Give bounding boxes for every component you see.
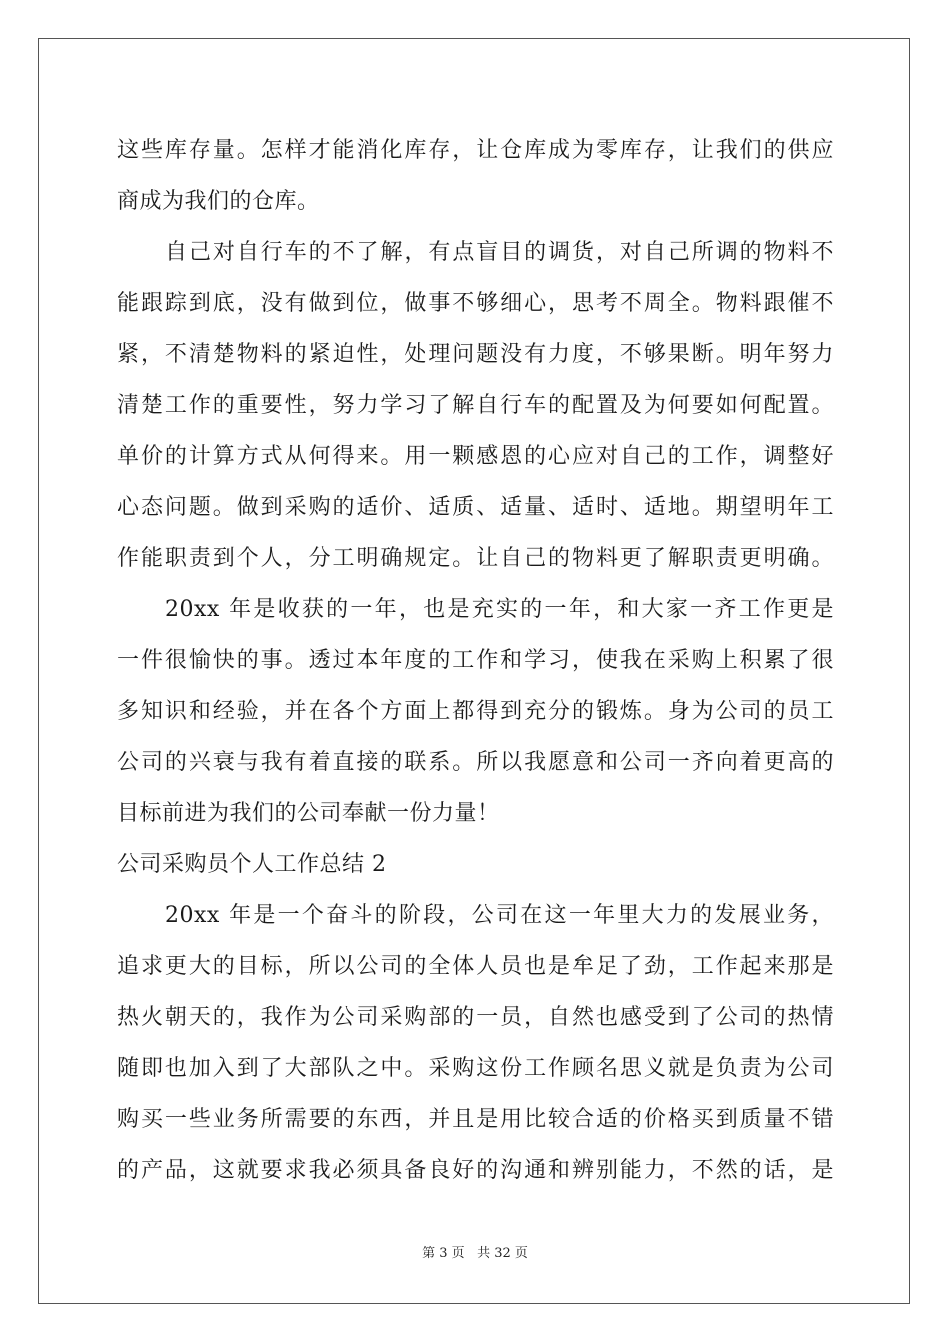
text-line: 多知识和经验，并在各个方面上都得到充分的锻炼。身为公司的员工	[117, 699, 834, 724]
text-line: 购买一些业务所需要的东西，并且是用比较合适的价格买到质量不错	[117, 1107, 834, 1132]
document-body	[117, 128, 834, 1199]
page-footer	[0, 1244, 950, 1264]
text-line: 能跟踪到底，没有做到位，做事不够细心，思考不周全。物料跟催不	[117, 291, 834, 316]
text-line: 紧，不清楚物料的紧迫性，处理问题没有力度，不够果断。明年努力	[117, 342, 834, 367]
text-line: 单价的计算方式从何得来。用一颗感恩的心应对自己的工作，调整好	[117, 444, 834, 469]
text-line: 一件很愉快的事。透过本年度的工作和学习，使我在采购上积累了很	[117, 648, 834, 673]
current-page-number: 第 3 页	[422, 1246, 465, 1261]
text-line: 追求更大的目标，所以公司的全体人员也是牟足了劲，工作起来那是	[117, 954, 834, 979]
text-line: 商成为我们的仓库。	[117, 189, 320, 214]
text-line: 作能职责到个人，分工明确规定。让自己的物料更了解职责更明确。	[117, 546, 834, 571]
text-line: 心态问题。做到采购的适价、适质、适量、适时、适地。期望明年工	[117, 495, 834, 520]
text-line: 热火朝天的，我作为公司采购部的一员，自然也感受到了公司的热情	[117, 1005, 834, 1030]
paragraph-start-line: 自己对自行车的不了解，有点盲目的调货，对自己所调的物料不	[165, 240, 834, 265]
text-line: 这些库存量。怎样才能消化库存，让仓库成为零库存，让我们的供应	[117, 138, 834, 163]
text-line: 的产品，这就要求我必须具备良好的沟通和辨别能力，不然的话，是	[117, 1158, 834, 1183]
paragraph-start-line: 20xx 年是收获的一年，也是充实的一年，和大家一齐工作更是	[165, 597, 834, 622]
text-line: 清楚工作的重要性，努力学习了解自行车的配置及为何要如何配置。	[117, 393, 834, 418]
text-line: 公司的兴衰与我有着直接的联系。所以我愿意和公司一齐向着更高的	[117, 750, 834, 775]
text-line: 随即也加入到了大部队之中。采购这份工作顾名思义就是负责为公司	[117, 1056, 834, 1081]
paragraph-start-line: 20xx 年是一个奋斗的阶段，公司在这一年里大力的发展业务，	[165, 903, 834, 928]
text-line: 目标前进为我们的公司奉献一份力量！	[117, 801, 500, 826]
section-heading: 公司采购员个人工作总结 2	[117, 852, 387, 877]
total-page-count: 共 32 页	[477, 1246, 528, 1261]
